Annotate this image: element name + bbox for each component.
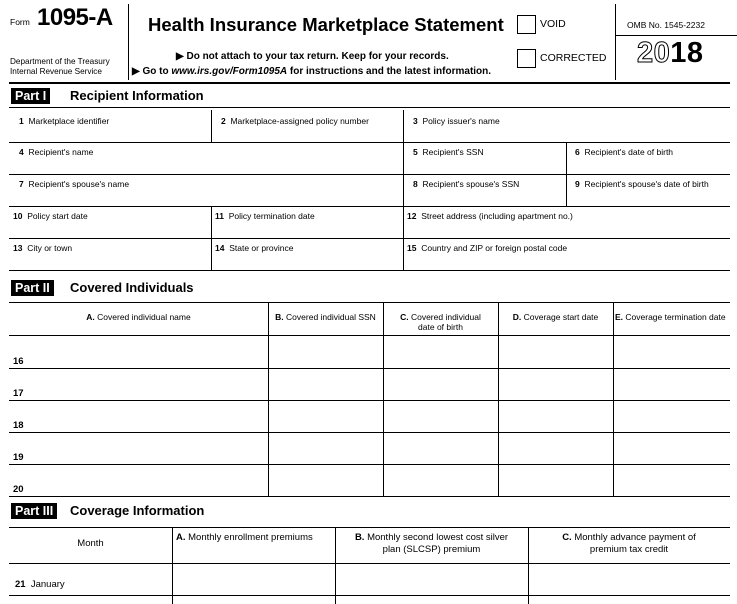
row-21-january: 21 January [15, 579, 65, 590]
header-divider-right [615, 4, 616, 80]
instruction2-suffix: for instructions and the latest information. [287, 66, 492, 77]
omb-divider [615, 35, 737, 36]
part2-badge: Part II [11, 280, 54, 296]
part2-col-line [268, 302, 269, 496]
col-e-coverage-termination: E. Coverage termination date [615, 312, 726, 322]
form-word: Form [10, 17, 30, 27]
part2-row-line [9, 464, 730, 465]
form-title: Health Insurance Marketplace Statement [148, 14, 504, 35]
row-19-label: 19 [13, 452, 24, 463]
void-label: VOID [540, 18, 566, 30]
col-c-advance-payment: C. Monthly advance payment of premium tax credit [562, 532, 696, 555]
field-10-policy-start[interactable]: 10 Policy start date [13, 211, 88, 221]
part1-row-line [9, 174, 730, 175]
instruction-line-2 [132, 66, 491, 77]
field-9-spouse-dob[interactable]: 9 Recipient's spouse's date of birth [575, 179, 709, 189]
part3-col-line [172, 527, 173, 604]
part1-row-line [9, 206, 730, 207]
field-2-policy-number[interactable]: 2 Marketplace-assigned policy number [221, 116, 369, 126]
header-divider-left [128, 4, 129, 80]
field-12-street-address[interactable]: 12 Street address (including apartment no.) [407, 211, 573, 221]
part3-row-line [9, 595, 730, 596]
form-label [10, 17, 30, 27]
form-number: 1095-A [37, 4, 113, 31]
part2-col-line [498, 302, 499, 496]
part3-badge: Part III [11, 503, 57, 519]
part1-title: Recipient Information [70, 88, 204, 103]
part3-header-rule [9, 527, 730, 528]
part2-title: Covered Individuals [70, 280, 194, 295]
corrected-checkbox[interactable] [517, 49, 536, 68]
field-4-recipient-name[interactable]: 4 Recipient's name [19, 147, 94, 157]
department-name [10, 57, 110, 77]
field-15-country-zip[interactable]: 15 Country and ZIP or foreign postal code [407, 243, 568, 253]
col-d-coverage-start: D. Coverage start date [512, 312, 599, 322]
part1-col-line [211, 206, 212, 270]
field-5-recipient-ssn[interactable]: 5 Recipient's SSN [413, 147, 484, 157]
part1-badge: Part I [11, 88, 50, 104]
part3-title: Coverage Information [70, 503, 205, 518]
field-6-recipient-dob[interactable]: 6 Recipient's date of birth [575, 147, 674, 157]
col-b-slcsp-premium: B. Monthly second lowest cost silver plan (SLCSP) premium [354, 532, 509, 555]
part1-col-line [566, 142, 567, 206]
part1-col-line [403, 110, 404, 270]
part1-col-line [211, 110, 212, 142]
field-3-issuer-name[interactable]: 3 Policy issuer's name [413, 116, 500, 126]
field-14-state[interactable]: 14 State or province [215, 243, 294, 253]
instruction-line-1: ▶ Do not attach to your tax return. Keep for your records. [176, 51, 449, 62]
part1-row-line [9, 238, 730, 239]
part2-row-line [9, 400, 730, 401]
part1-row-line [9, 270, 730, 271]
part2-col-header-rule [9, 335, 730, 336]
part1-top-rule [9, 82, 730, 84]
field-7-spouse-name[interactable]: 7 Recipient's spouse's name [19, 179, 130, 189]
void-checkbox[interactable] [517, 15, 536, 34]
part3-col-header-rule [9, 563, 730, 564]
col-a-covered-name: A. Covered individual name [86, 312, 191, 322]
row-16-label: 16 [13, 356, 24, 367]
dept-line2: Internal Revenue Service [10, 67, 102, 76]
part2-col-line [613, 302, 614, 496]
field-1-marketplace-identifier[interactable]: 1 Marketplace identifier [19, 116, 110, 126]
field-11-policy-termination[interactable]: 11 Policy termination date [215, 211, 315, 221]
col-month: Month [77, 538, 104, 549]
col-c-covered-dob: C. Covered individual date of birth [400, 312, 481, 332]
part2-row-line [9, 368, 730, 369]
tax-year-bold: 18 [670, 37, 704, 69]
irs-url-link[interactable]: www.irs.gov/Form1095A [171, 66, 288, 77]
row-17-label: 17 [13, 388, 24, 399]
tax-year-outline: 20 [637, 37, 671, 69]
row-20-label: 20 [13, 484, 24, 495]
part2-row-line [9, 432, 730, 433]
part2-header-rule [9, 302, 730, 303]
part1-row-line [9, 142, 730, 143]
field-8-spouse-ssn[interactable]: 8 Recipient's spouse's SSN [413, 179, 520, 189]
field-13-city[interactable]: 13 City or town [13, 243, 73, 253]
corrected-label: CORRECTED [540, 52, 607, 64]
part2-row-line [9, 496, 730, 497]
col-a-enrollment-premiums: A. Monthly enrollment premiums [176, 532, 313, 543]
tax-year [637, 37, 704, 70]
row-18-label: 18 [13, 420, 24, 431]
omb-number: OMB No. 1545-2232 [627, 20, 705, 30]
dept-line1: Department of the Treasury [10, 57, 110, 66]
instruction2-prefix: ▶ Go to [132, 66, 172, 77]
part1-header-rule [9, 107, 730, 108]
col-b-covered-ssn: B. Covered individual SSN [275, 312, 376, 322]
